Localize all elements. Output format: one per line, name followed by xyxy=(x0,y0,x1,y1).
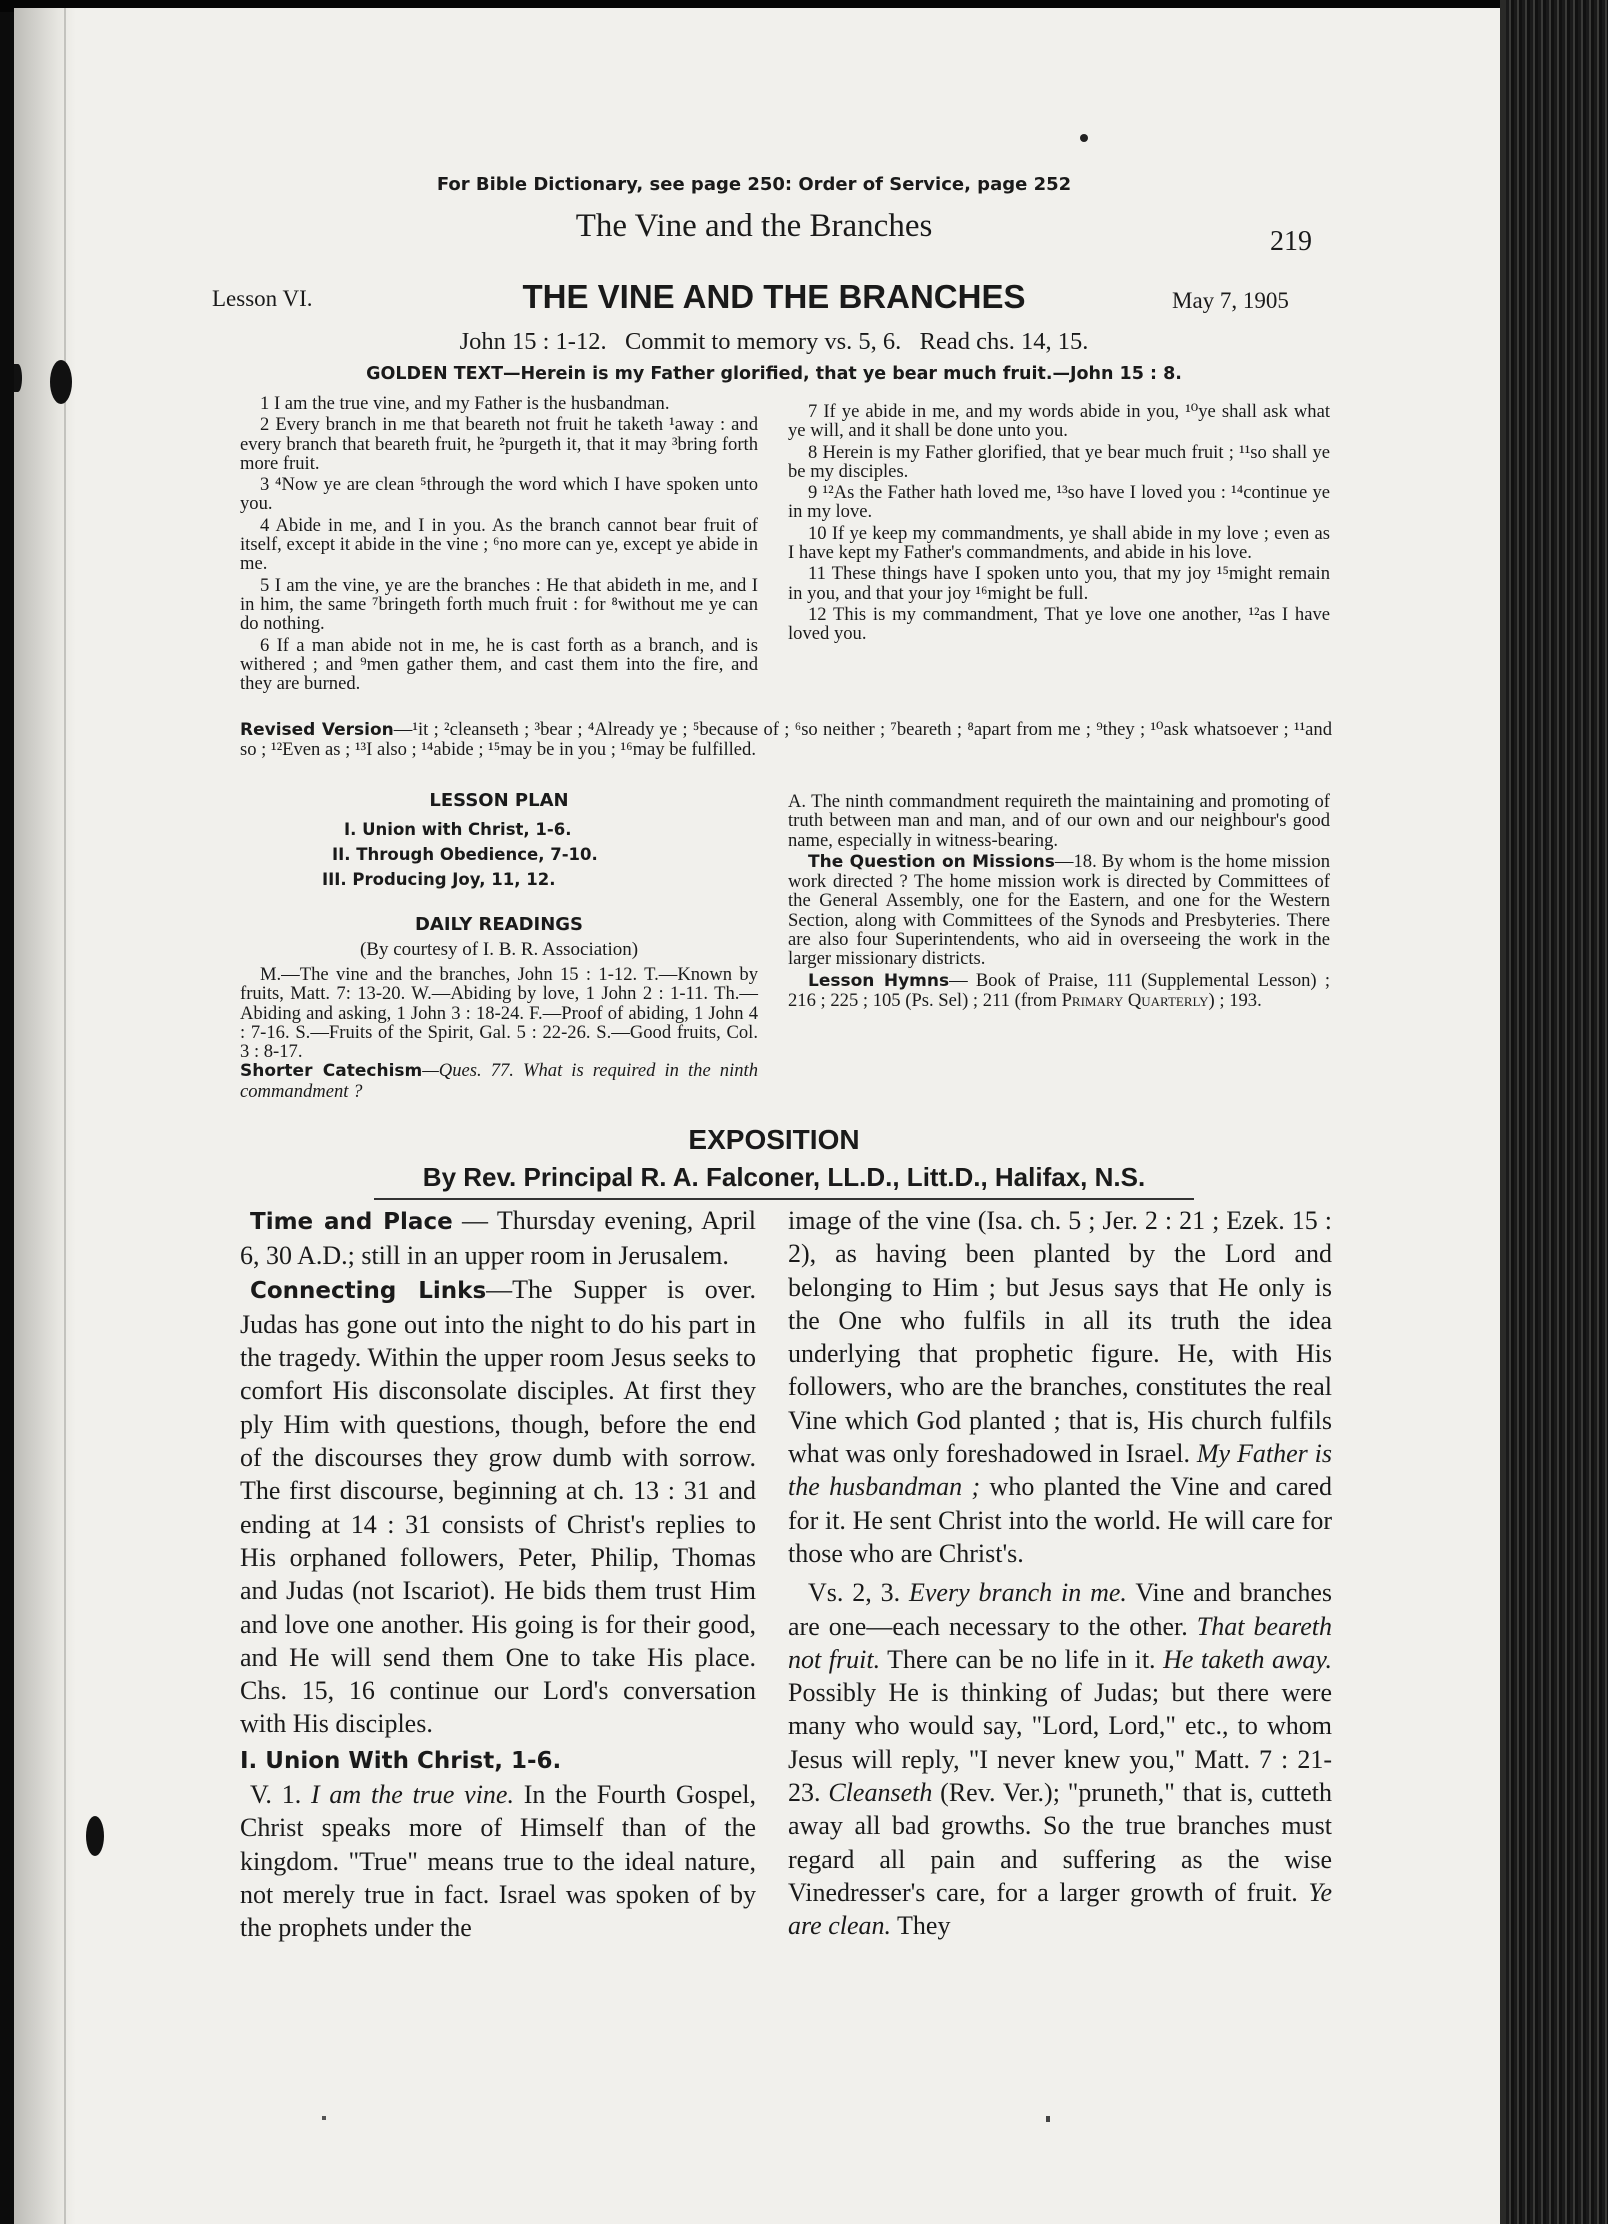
vs23-text: There can be no life in it. xyxy=(880,1644,1164,1674)
daily-readings xyxy=(240,914,758,1101)
shorter-catechism xyxy=(240,1061,758,1101)
scripture-verses-left xyxy=(240,394,758,695)
exposition-heading: EXPOSITION xyxy=(688,1124,860,1155)
time-and-place-label: Time and Place xyxy=(250,1209,453,1235)
vs23-quote: Ye are clean. xyxy=(788,1877,1332,1941)
verse-one-quote: I am the true vine. xyxy=(310,1780,514,1810)
verse: 8 Herein is my Father glorified, that ye bear much fruit ; ¹¹so shall ye be my disciples. xyxy=(788,441,1330,482)
vs23-quote: That beareth not fruit. xyxy=(788,1611,1332,1674)
book-page-edges xyxy=(1506,0,1608,2224)
byline-rule xyxy=(374,1198,1194,1200)
verse: 2 Every branch in me that beareth not fruit he taketh ¹away : and every branch that beareth fruit, he ²purgeth it, that it may ³bring forth more fruit. xyxy=(240,414,758,474)
lesson-plan-heading: LESSON PLAN xyxy=(429,790,569,811)
lesson-plan xyxy=(240,790,758,892)
verse: 7 If ye abide in me, and my words abide in you, ¹⁰ye shall ask what ye will, and it shall be done unto you. xyxy=(788,401,1330,442)
verse-one-ref: V. 1. xyxy=(250,1780,311,1810)
exposition-left-column xyxy=(240,1204,756,1945)
lesson-plan-item: III. Producing Joy, 11, 12. xyxy=(322,870,556,889)
dictionary-note: For Bible Dictionary, see page 250: Order of Service, page 252 xyxy=(436,174,1072,195)
verse: 5 I am the vine, ye are the branches : He that abideth in me, and I in him, the same ⁷bringeth forth much fruit : for ⁸without me ye can do nothing. xyxy=(240,574,758,635)
primary-quarterly: Primary Quarterly xyxy=(1061,989,1209,1011)
vs23-text: They xyxy=(891,1911,951,1941)
revised-version-text: —¹it ; ²cleanseth ; ³bear ; ⁴Already ye ; ⁵because of ; ⁶so neither ; ⁷beareth ; ⁸apart from me ; ⁹they ; ¹⁰ask whatsoever ; ¹¹and so ; ¹²Even as ; ¹³I also ; ¹⁴abide ; ¹⁵may be in you ; ¹⁶may be fulfilled. xyxy=(240,719,1332,761)
revised-version-label: Revised Version xyxy=(240,720,394,740)
connecting-links xyxy=(240,1273,756,1741)
verse-one-text: In the Fourth Gospel, Christ speaks more of Himself than of the kingdom. "True" means true to the ideal nature, not merely true in fact. Israel was spoken of by the prophets under the xyxy=(240,1780,756,1943)
scripture-reference: John 15 : 1-12. Commit to memory vs. 5, 6. Read chs. 14, 15. xyxy=(459,328,1089,355)
vs23-text: Possibly He is thinking of Judas; but there were many who would say, "Lord, Lord," etc., to whom Jesus will reply, "I never knew you," Matt. 7 : 21-23. xyxy=(788,1678,1332,1808)
lesson-title: THE VINE AND THE BRANCHES xyxy=(522,278,1026,315)
lesson-number: Lesson VI. xyxy=(212,286,313,311)
section-heading: I. Union With Christ, 1-6. xyxy=(240,1747,562,1774)
binding-hole-bottom xyxy=(86,1816,104,1856)
time-and-place xyxy=(240,1204,756,1273)
page-gutter-shadow xyxy=(14,8,76,2224)
exposition-byline: By Rev. Principal R. A. Falconer, LL.D., Litt.D., Halifax, N.S. xyxy=(422,1162,1146,1192)
vs23-text: Vine and branches are one—each necessary to the other. xyxy=(788,1578,1332,1641)
verse: 4 Abide in me, and I in you. As the branch cannot bear fruit of itself, except it abide in the vine ; ⁶no more can ye, except ye abide in me. xyxy=(240,514,758,575)
time-and-place-text: — Thursday evening, April 6, 30 A.D.; still in an upper room in Jerusalem. xyxy=(240,1206,756,1271)
connecting-links-label: Connecting Links xyxy=(250,1277,487,1304)
husbandman-quote: My Father is the husbandman ; xyxy=(788,1439,1332,1502)
missions-label: The Question on Missions xyxy=(808,851,1055,872)
scripture-verses-right xyxy=(788,402,1330,646)
verse: 10 If ye keep my commandments, ye shall abide in my love ; even as I have kept my Father's commandments, and abide in his love. xyxy=(788,522,1330,564)
missions-question xyxy=(788,852,1330,969)
daily-readings-heading: DAILY READINGS xyxy=(414,914,584,935)
lesson-plan-item: I. Union with Christ, 1-6. xyxy=(344,820,572,839)
vs23-quote: Every branch in me. xyxy=(909,1578,1127,1608)
shorter-catechism-label: Shorter Catechism xyxy=(240,1061,423,1082)
ink-dot xyxy=(1080,134,1088,142)
gutter-line xyxy=(64,8,66,2224)
running-title: The Vine and the Branches xyxy=(575,208,933,244)
binding-hole-top xyxy=(50,360,72,404)
page-number: 219 xyxy=(1270,226,1312,257)
daily-readings-courtesy: (By courtesy of I. B. R. Association) xyxy=(359,939,639,960)
verse: 12 This is my commandment, That ye love one another, ¹²as I have loved you. xyxy=(788,603,1330,645)
exposition-right-column xyxy=(788,1204,1332,1943)
vine-image-comment xyxy=(788,1204,1332,1570)
book-page xyxy=(14,8,1506,2224)
catechism-answer: A. The ninth commandment requireth the maintaining and promoting of truth between man and man, and of our own and our neighbour's good name, especially in witness-bearing. xyxy=(788,791,1330,851)
verse: 6 If a man abide not in me, he is cast forth as a branch, and is withered ; and ⁹men gather them, and cast them into the fire, and they are burned. xyxy=(240,634,758,695)
verse-one-comment xyxy=(240,1778,756,1944)
lesson-date: May 7, 1905 xyxy=(1172,288,1289,313)
binding-hole-left-edge xyxy=(14,364,22,392)
missions-text: —18. By whom is the home mission work directed ? The home mission work is directed by Committees of the General Assembly, one for the Eastern, and one for the Western Section, along with Committees of the Synods and Presbyteries. There are also four Superintendents, who aid in overseeing the work in the larger missionary districts. xyxy=(788,850,1330,970)
verse: 1 I am the true vine, and my Father is the husbandman. xyxy=(260,393,670,414)
vs23-quote: Cleanseth xyxy=(828,1778,933,1808)
vs23-ref: Vs. 2, 3. xyxy=(808,1578,909,1608)
vs23-text: (Rev. Ver.); "pruneth," that is, cutteth away all bad growths. So the true branches must regard all pain and suffering as the wise Vinedresser's care, for a larger growth of fruit. xyxy=(788,1778,1333,1907)
lesson-hymns-label: Lesson Hymns xyxy=(808,970,950,991)
ink-speck xyxy=(1046,2116,1050,2122)
verses-two-three-comment xyxy=(788,1576,1332,1942)
lesson-hymns-text: — Book of Praise, 111 (Supplemental Lesson) ; 216 ; 225 ; 105 (Ps. Sel) ; 211 (from xyxy=(788,969,1330,1011)
shorter-catechism-question: —Ques. 77. What is required in the ninth commandment ? xyxy=(240,1060,758,1102)
verse: 9 ¹²As the Father hath loved me, ¹³so have I loved you : ¹⁴continue ye in my love. xyxy=(788,482,1330,523)
verse: 11 These things have I spoken unto you, that my joy ¹⁵might remain in you, and that your joy ¹⁶might be full. xyxy=(788,563,1330,604)
ink-speck xyxy=(322,2116,326,2120)
verse: 3 ⁴Now ye are clean ⁵through the word which I have spoken unto you. xyxy=(240,474,758,515)
golden-text: GOLDEN TEXT—Herein is my Father glorified, that ye bear much fruit.—John 15 : 8. xyxy=(366,364,1182,384)
lesson-hymns xyxy=(788,971,1330,1011)
daily-readings-text: M.—The vine and the branches, John 15 : 1-12. T.—Known by fruits, Matt. 7: 13-20. W.—Abiding by love, 1 John 2 : 1-11. Th.—Abiding and asking, 1 John 3 : 18-24. F.—Proof of abiding, 1 John 4 : 7-16. S.—Fruits of the Spirit, Gal. 5 : 22-26. S.—Good fruits, Col. 3 : 8-17. xyxy=(240,964,758,1063)
vs23-quote: He taketh away. xyxy=(1163,1644,1333,1674)
lesson-plan-item: II. Through Obedience, 7-10. xyxy=(332,845,598,864)
catechism-missions-column xyxy=(788,792,1330,1010)
vine-image-text: image of the vine (Isa. ch. 5 ; Jer. 2 : 21 ; Ezek. 15 : 2), as having been planted by the Lord and belonging to Him ; but Jesus says that He only is the One who fulfils in all its truth the idea underlying that prophetic figure. He, with His followers, who are the branches, constitutes the real Vine which God planted ; that is, His church fulfils what was only foreshadowed in Israel. xyxy=(788,1206,1332,1469)
connecting-links-text: —The Supper is over. Judas has gone out into the night to do his part in the tragedy. Within the upper room Jesus seeks to comfort His disconsolate disciples. At first they ply Him with questions, though, before the end of the discourses they grow dumb with sorrow. The first discourse, beginning at ch. 13 : 31 and ending at 14 : 31 consists of Christ's replies to His orphaned followers, Peter, Philip, Thomas and Judas (not Iscariot). He bids them trust Him and love one another. His going is for their good, and He will send them One to take His place. Chs. 15, 16 continue our Lord's conversation with His disciples. xyxy=(240,1274,756,1739)
revised-version xyxy=(240,720,1332,760)
lesson-hymns-end: ) ; 193. xyxy=(1208,989,1262,1011)
vine-image-end: who planted the Vine and cared for it. He sent Christ into the world. He will care for those who are Christ's. xyxy=(788,1472,1332,1568)
